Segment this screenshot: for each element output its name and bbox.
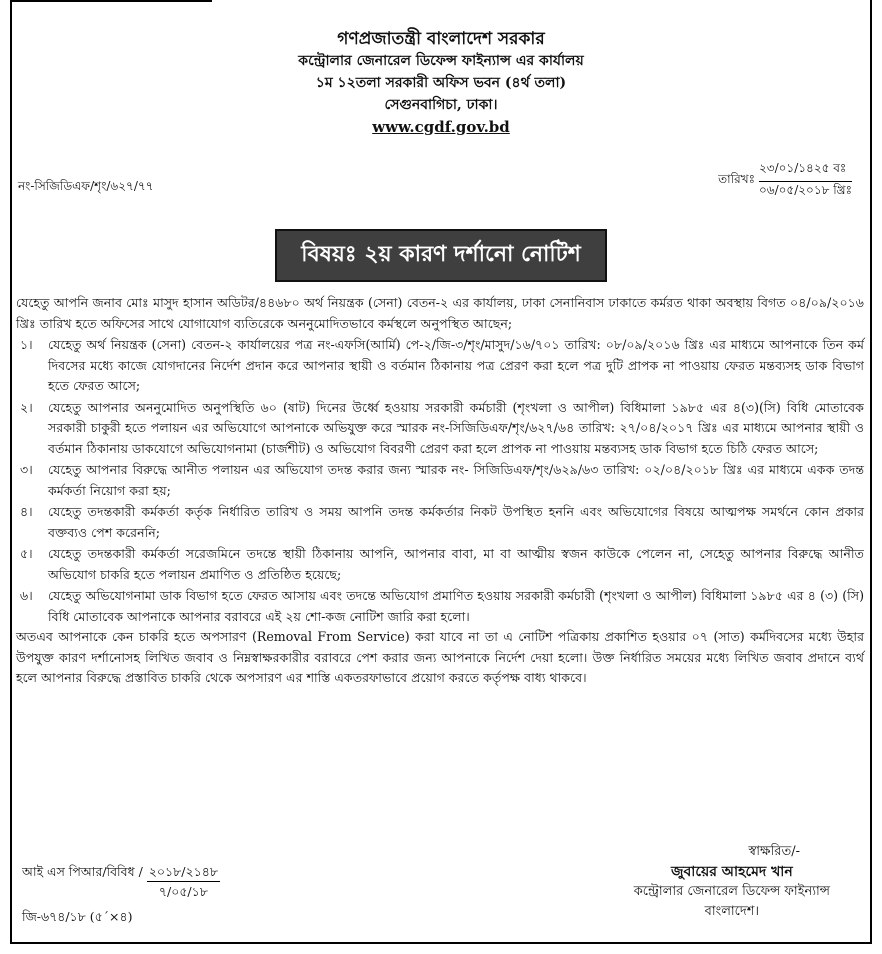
item-number: ৩। xyxy=(20,462,33,477)
list-item xyxy=(16,544,864,585)
date-bangla: ২৩/০১/১৪২৫ বঃ xyxy=(759,160,852,182)
intro-paragraph: যেহেতু আপনি জনাব মোঃ মাসুদ হাসান অডিটর/৪৪৬৮০ অর্থ নিয়ন্ত্রক (সেনা) বেতন-২ এর কার্যালয়, ঢাকা সেনানিবাস ঢাকাতে কর্মরত থাকা অবস্থায় বিগত ০৪/০৯/২০১৬ খ্রিঃ তারিখ হতে অফিসের সাথে যোগাযোগ ব্যতিরেকে অননুমোদিতভাবে কর্মস্থলে অনুপস্থিত আছেন; xyxy=(16,295,864,331)
subject-wrap xyxy=(12,229,870,282)
signatory-name: জুবায়ের আহমেদ খান xyxy=(670,864,793,880)
ref-number: ২০১৮/২১৪৮ xyxy=(147,862,220,882)
item-text: যেহেতু আপনার বিরুদ্ধে আনীত পলায়ন এর অভিযোগ তদন্ত করার জন্য স্মারক নং- সিজিডিএফ/শৃং/৬২৯/৬৩ তারিখ: ০২/০৪/২০১৮ খ্রিঃ এর মাধ্যমে একক তদন্ত কর্মকর্তা নিয়োগ করা হয়; xyxy=(48,462,864,498)
signed-label: স্বাক্ষরিত/- xyxy=(748,844,800,859)
notice-body xyxy=(16,293,864,689)
reference-block xyxy=(22,862,220,926)
list-item xyxy=(16,586,864,627)
conclusion-paragraph: অতএব আপনাকে কেন চাকরি হতে অপসারণ (Removal From Service) করা যাবে না তা এ নোটিশ পত্রিকায় প্রকাশিত হওয়ার ০৭ (সাত) কর্মদিবসের মধ্যে উহার উপযুক্ত কারণ দর্শানোসহ লিখিত জবাব ও নিম্নস্বাক্ষরকারীর বরাবরে পেশ করার জন্য আপনাকে নির্দেশ দেয়া হলো। উক্ত নির্ধারিত সময়ের মধ্যে লিখিত জবাব প্রদানে ব্যর্থ হলে আপনার বিরুদ্ধে প্রস্তাবিত চাকরি থেকে অপসারণ এর শাস্তি একতরফাভাবে প্রয়োগ করতে কর্তৃপক্ষ বাধ্য থাকবে। xyxy=(16,629,864,685)
date-english: ০৬/০৫/২০১৮ খ্রিঃ xyxy=(758,183,852,197)
memo-number: নং-সিজিডিএফ/শৃং/৬২৭/৭৭ xyxy=(18,179,154,193)
office-building: ১ম ১২তলা সরকারী অফিস ভবন (৪র্থ তলা) xyxy=(315,75,567,91)
item-text: যেহেতু অর্থ নিয়ন্ত্রক (সেনা) বেতন-২ কার্যালয়ের পত্র নং-এফসি(আর্মি) পে-২/জি-৩/শৃং/মাসুদ/১৬/৭০১ তারিখ: ০৮/০৯/২০১৬ খ্রিঃ এর মাধ্যমে আপনাকে তিন কর্ম দিবসের মধ্যে কাজে যোগদানের নির্দেশ প্রদান করে আপনার স্থায়ী ও বর্তমান ঠিকানায় পত্র প্রেরণ করা হলে পত্র দুটি প্রাপক না পাওয়ায় ফেরত মন্তব্যসহ ডাক বিভাগ হতে ফেরত আসে; xyxy=(48,337,864,393)
signature-block xyxy=(634,842,830,922)
ref-prefix: আই এস পিআর/বিবিধ / xyxy=(22,864,143,879)
office-name: কন্ট্রোলার জেনারেল ডিফেন্স ফাইন্যান্স এর কার্যালয় xyxy=(298,53,584,69)
item-text: যেহেতু তদন্তকারী কর্মকর্তা সরেজমিনে তদন্তে স্থায়ী ঠিকানায় আপনি, আপনার বাবা, মা বা আত্মীয় স্বজন কাউকে পেলেন না, সেহেতু আপনার বিরুদ্ধে আনীত অভিযোগ চাকরি হতে পলায়ন প্রমাণিত ও প্রতিষ্ঠিত হয়েছে; xyxy=(48,546,864,582)
list-item xyxy=(16,335,864,397)
date-label: তারিখঃ xyxy=(718,172,755,186)
signatory-country: বাংলাদেশ। xyxy=(704,904,760,919)
list-item xyxy=(16,460,864,501)
date-values xyxy=(759,160,852,202)
item-text: যেহেতু অভিযোগনামা ডাক বিভাগ হতে ফেরত আসায় এবং তদন্তে অভিযোগ প্রমাণিত হওয়ায় সরকারী কর্মচারী (শৃংখলা ও আপীল) বিধিমালা ১৯৮৫ এর ৪ (৩) (সি) বিধি মোতাবেক আপনাকে আপনার বরাবরে এই ২য় শো-কজ নোটিশ জারি করা হলো। xyxy=(48,588,864,624)
website-link[interactable]: www.cgdf.gov.bd xyxy=(372,118,510,136)
notice-page xyxy=(10,0,872,944)
ref-date: ৭/০৫/১৮ xyxy=(158,884,208,899)
list-item xyxy=(16,398,864,460)
item-text: যেহেতু আপনার অননুমোদিত অনুপস্থিতি ৬০ (ষাট) দিনের উর্ধ্বে হওয়ায় সরকারী কর্মচারী (শৃংখলা ও আপীল) বিধিমালা ১৯৮৫ এর ৪(৩)(সি) বিধি মোতাবেক সরকারী চাকুরী হতে পলায়ন এর অভিযোগে আপনাকে অভিযুক্ত করে স্মারক নং-সিজিডিএফ/শৃং/৬২৭/৬৪ তারিখ: ২৭/০৪/২০১৭ খ্রিঃ এর মাধ্যমে আপনার স্থায়ী ও বর্তমান ঠিকানায় ডাকযোগে অভিযোগনামা (চার্জশীট) ও অভিযোগ বিবরণী প্রেরণ করা হলে প্রাপক না পাওয়ায় মন্তব্যসহ ডাক বিভাগ হতে চিঠি ফেরত আসে; xyxy=(48,399,864,456)
date-block xyxy=(718,160,852,202)
item-number: ৪। xyxy=(20,504,33,519)
signatory-designation: কন্ট্রোলার জেনারেল ডিফেন্স ফাইন্যান্স xyxy=(633,884,830,899)
item-number: ৬। xyxy=(20,588,33,603)
govt-name: গণপ্রজাতন্ত্রী বাংলাদেশ সরকার xyxy=(337,29,545,49)
office-location: সেগুনবাগিচা, ঢাকা। xyxy=(384,97,498,113)
top-rule xyxy=(12,0,212,2)
item-number: ১। xyxy=(20,337,33,352)
item-text: যেহেতু তদন্তকারী কর্মকর্তা কর্তৃক নির্ধারিত তারিখ ও সময় আপনি তদন্ত কর্মকর্তার নিকট উপস্থিত হননি এবং অভিযোগের বিষয়ে আত্মপক্ষ সমর্থনে কোন প্রকার বক্তব্যও পেশ করেননি; xyxy=(48,504,864,540)
letterhead xyxy=(12,28,870,138)
g-number: জি-৬৭৪/১৮ (৫´×৪) xyxy=(22,909,133,924)
ref-fraction xyxy=(147,862,220,901)
subject-banner: বিষয়ঃ ২য় কারণ দর্শানো নোটিশ xyxy=(275,229,606,282)
ispr-reference xyxy=(22,862,220,901)
list-item xyxy=(16,502,864,543)
item-number: ২। xyxy=(20,399,33,415)
item-number: ৫। xyxy=(20,546,33,561)
